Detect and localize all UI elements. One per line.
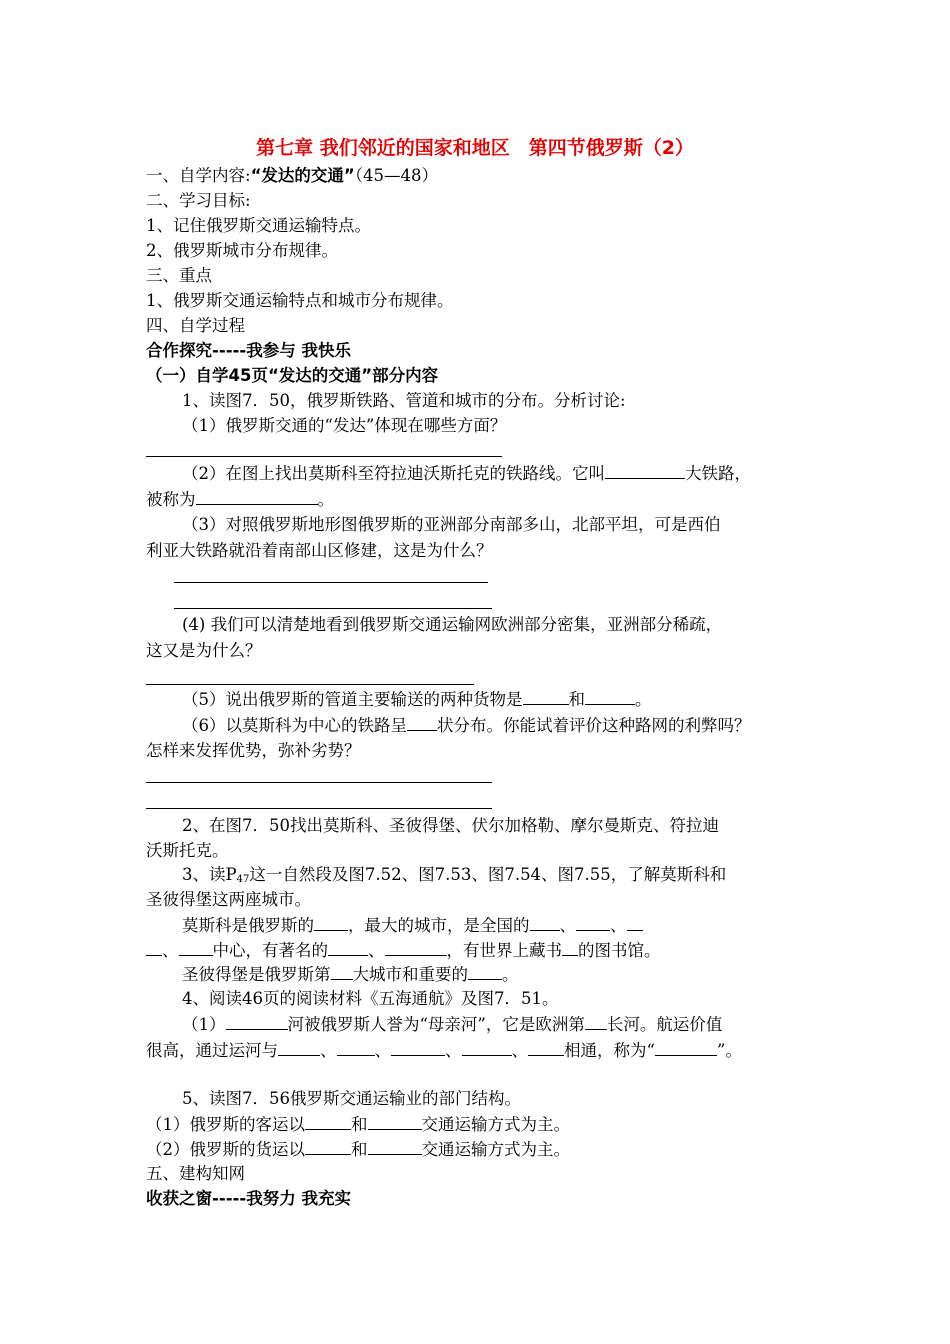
question-1-3: （3）对照俄罗斯地形图俄罗斯的亚洲部分南部多山，北部平坦，可是西伯: [182, 515, 721, 534]
answer-blank[interactable]: [331, 963, 353, 980]
question-1-6: （6）以莫斯科为中心的铁路呈 状分布。你能试着评价这种路网的利弊吗？: [182, 716, 751, 735]
question-3-cont: 圣彼得堡这两座城市。: [146, 890, 311, 909]
answer-blank[interactable]: [407, 714, 437, 731]
question-4-1: （1） 河被俄罗斯人誉为“母亲河”，它是欧洲第 长河。航运价值: [182, 1015, 723, 1034]
question-5-1: （1）俄罗斯的客运以 和 交通运输方式为主。: [146, 1115, 570, 1134]
answer-blank[interactable]: [627, 914, 643, 931]
answer-blank[interactable]: [468, 963, 502, 980]
question-2-cont: 沃斯托克。: [146, 841, 229, 860]
section-2-heading: 二、学习目标:: [146, 191, 251, 210]
answer-line[interactable]: [174, 608, 492, 609]
answer-line[interactable]: [146, 684, 474, 685]
question-1-4-cont: 这又是为什么？: [146, 641, 262, 660]
answer-blank[interactable]: [328, 939, 368, 956]
answer-blank[interactable]: [585, 1013, 607, 1030]
harvest-heading: 收获之窗-----我努力 我充实: [146, 1189, 351, 1208]
answer-blank[interactable]: [305, 1138, 351, 1155]
answer-blank[interactable]: [562, 939, 578, 956]
question-1: 1、读图7．50，俄罗斯铁路、管道和城市的分布。分析讨论:: [182, 391, 626, 410]
question-1-6-cont: 怎样来发挥优势，弥补劣势？: [146, 741, 361, 760]
answer-blank[interactable]: [146, 939, 162, 956]
goal-1: 1、记住俄罗斯交通运输特点。: [146, 216, 371, 235]
question-1-5: （5）说出俄罗斯的管道主要输送的两种货物是 和 。: [182, 690, 652, 709]
answer-blank[interactable]: [196, 488, 318, 505]
goal-2: 2、俄罗斯城市分布规律。: [146, 241, 338, 260]
answer-blank[interactable]: [278, 1039, 320, 1056]
answer-blank[interactable]: [305, 1113, 351, 1130]
moscow-line-1: 莫斯科是俄罗斯的 ，最大的城市，是全国的 、 、: [182, 914, 643, 937]
answer-blank[interactable]: [530, 914, 560, 931]
st-petersburg-line: 圣彼得堡是俄罗斯第 大城市和重要的 。: [182, 965, 519, 984]
answer-line[interactable]: [146, 456, 502, 457]
question-2: 2、在图7．50找出莫斯科、圣彼得堡、伏尔加格勒、摩尔曼斯克、符拉迪: [182, 816, 719, 835]
answer-blank[interactable]: [391, 1039, 445, 1056]
question-1-2: （2）在图上找出莫斯科至符拉迪沃斯托克的铁路线。它叫 大铁路，: [182, 464, 751, 483]
answer-line[interactable]: [146, 782, 492, 783]
answer-blank[interactable]: [523, 688, 569, 705]
question-4-1-cont: 很高，通过运河与 、 、 、 、 相通，称为“ ”。: [146, 1041, 742, 1060]
answer-blank[interactable]: [226, 1013, 288, 1030]
answer-blank[interactable]: [385, 939, 447, 956]
section-1-line: 一、自学内容:“发达的交通”（45—48）: [146, 166, 439, 185]
section-3-heading: 三、重点: [146, 266, 212, 285]
question-5: 5、读图7．56俄罗斯交通运输业的部门结构。: [182, 1089, 521, 1108]
answer-blank[interactable]: [576, 914, 610, 931]
answer-blank[interactable]: [585, 688, 635, 705]
section-4-heading: 四、自学过程: [146, 316, 245, 335]
cooperation-heading: 合作探究-----我参与 我快乐: [146, 341, 351, 360]
answer-blank[interactable]: [337, 1039, 375, 1056]
answer-blank[interactable]: [462, 1039, 512, 1056]
key-point-1: 1、俄罗斯交通运输特点和城市分布规律。: [146, 291, 454, 310]
question-1-3-cont: 利亚大铁路就沿着南部山区修建，这是为什么？: [146, 541, 493, 560]
answer-blank[interactable]: [368, 1113, 422, 1130]
question-5-2: （2）俄罗斯的货运以 和 交通运输方式为主。: [146, 1140, 570, 1159]
answer-line[interactable]: [174, 582, 488, 583]
moscow-line-2: 、 中心，有著名的 、 ，有世界上藏书 的图书馆。: [146, 939, 661, 962]
page-title: 第七章 我们邻近的国家和地区 第四节俄罗斯（2）: [256, 137, 694, 159]
question-1-4: (4) 我们可以清楚地看到俄罗斯交通运输网欧洲部分密集，亚洲部分稀疏，: [182, 615, 723, 634]
question-1-2-cont: 被称为 。: [146, 490, 334, 509]
section-5-heading: 五、建构知网: [146, 1164, 245, 1183]
answer-line[interactable]: [146, 808, 492, 809]
answer-blank[interactable]: [368, 1138, 422, 1155]
question-4: 4、阅读46页的阅读材料《五海通航》及图7．51。: [182, 989, 559, 1008]
question-1-1: （1）俄罗斯交通的“发达”体现在哪些方面？: [182, 416, 507, 435]
answer-blank[interactable]: [528, 1039, 564, 1056]
question-3: 3、读$P_{47}$这一自然段及图7.52、图7.53、图7.54、图7.55，了解莫斯科和: [182, 865, 727, 885]
part-1-heading: （一）自学45页“发达的交通”部分内容: [146, 366, 439, 385]
answer-blank[interactable]: [605, 462, 685, 479]
answer-blank[interactable]: [314, 914, 348, 931]
answer-blank[interactable]: [655, 1039, 717, 1056]
answer-blank[interactable]: [179, 939, 213, 956]
